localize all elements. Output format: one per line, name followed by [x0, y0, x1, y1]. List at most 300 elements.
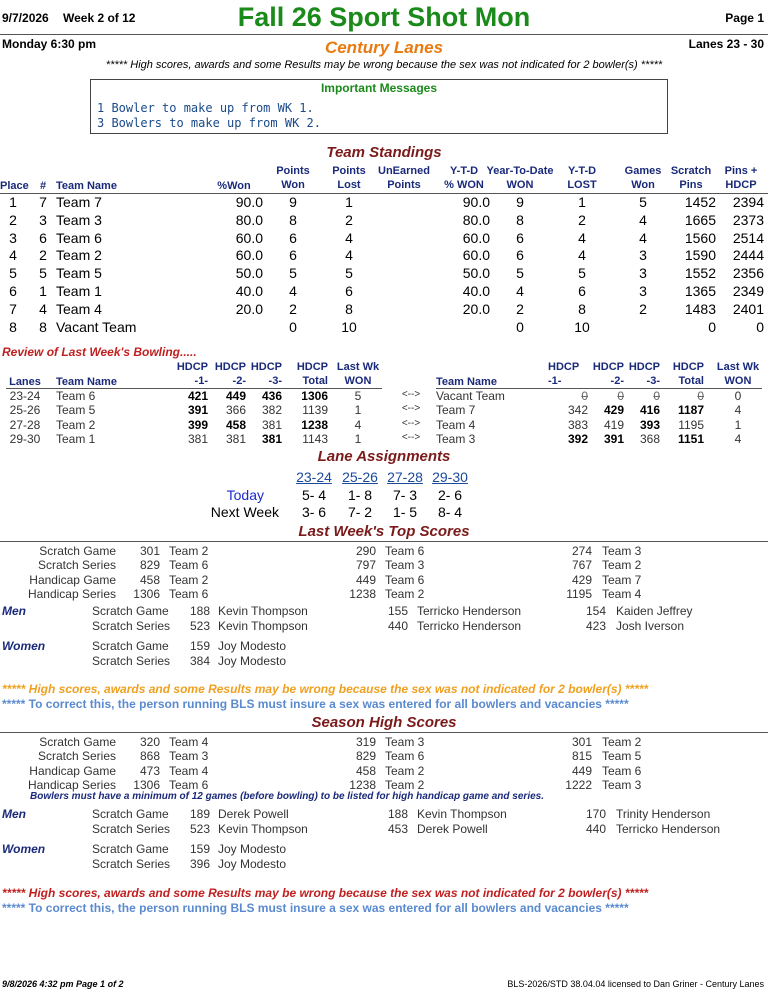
review-header: Last Wk WON [336, 361, 380, 387]
bowler-name: Kevin Thompson [218, 821, 308, 836]
score-value: 189 [189, 807, 210, 822]
lane-pair-header: 25-26 [342, 469, 378, 485]
standings-cell: 8 [9, 318, 17, 335]
standings-cell: 1 [345, 194, 353, 210]
review-cell: 1 [734, 417, 742, 432]
team-name: Team 3 [385, 558, 425, 573]
footer-print-date: 9/8/2026 4:32 pm Page 1 of 2 [2, 979, 124, 989]
standings-header: UnEarned Points [378, 165, 430, 191]
standings-cell: 1 [578, 194, 586, 210]
score-value: 320 [139, 735, 160, 749]
standings-cell: 5 [9, 265, 17, 282]
season-high-title: Season High Scores [311, 714, 457, 731]
review-header: HDCP -2- [592, 361, 624, 387]
team-name: Team 3 [169, 749, 209, 764]
score-value: 1238 [349, 586, 376, 601]
standings-cell: 2514 [732, 229, 764, 246]
versus-arrow: <--> [401, 389, 421, 400]
standings-cell: 4 [516, 283, 524, 299]
standings-header: %Won [217, 180, 251, 192]
bowler-name: Terricko Henderson [417, 604, 522, 619]
standings-cell: 2 [39, 247, 47, 264]
standings-cell: 8 [345, 300, 353, 317]
standings-cell: 2394 [732, 194, 764, 210]
team-name: Team 3 [602, 544, 642, 558]
review-header: HDCP -3- [628, 361, 660, 387]
bowler-name: Derek Powell [417, 821, 488, 836]
bowler-name: Joy Modesto [218, 856, 287, 871]
standings-cell: 6 [516, 247, 524, 264]
next-week-matchup: 7- 2 [347, 504, 373, 520]
standings-cell: 10 [574, 318, 590, 335]
team-name: Team 2 [385, 777, 425, 792]
next-week-matchup: 8- 4 [437, 504, 463, 520]
score-value: 458 [139, 572, 160, 587]
header-divider [0, 34, 768, 35]
standings-cell: 4 [289, 283, 297, 299]
score-value: 473 [139, 763, 160, 778]
standings-cell: 8 [578, 300, 586, 317]
page-label: Page 1 [725, 11, 764, 25]
score-value: 1195 [566, 586, 592, 601]
review-cell: 1187 [677, 403, 704, 418]
versus-arrow: <--> [401, 403, 421, 415]
standings-cell: 60.0 [235, 247, 263, 264]
sex-warning-red: ***** High scores, awards and some Results may be wrong because the sex was not indicated for 2 bowler(s) ***** [2, 886, 649, 900]
standings-cell: 0 [756, 318, 764, 335]
footer-license: BLS-2026/STD 38.04.04 licensed to Dan Griner - Century Lanes [507, 979, 764, 989]
standings-cell: Team 2 [56, 247, 102, 264]
review-cell: 381 [261, 431, 282, 446]
review-cell: 393 [639, 417, 660, 432]
review-cell: 421 [187, 389, 208, 403]
review-cell: 366 [225, 403, 246, 418]
next-week-matchup: 1- 5 [392, 504, 418, 520]
standings-header: # [39, 180, 47, 192]
standings-cell: Team 4 [56, 300, 102, 317]
score-category: Scratch Game [92, 604, 169, 619]
bowler-name: Kevin Thompson [218, 604, 308, 619]
standings-cell: 5 [39, 265, 47, 282]
standings-cell: 6 [345, 283, 353, 299]
review-cell: 368 [639, 431, 660, 446]
review-cell: Team 6 [56, 389, 96, 403]
standings-cell: 2373 [732, 211, 764, 228]
score-category: Handicap Series [27, 586, 116, 601]
standings-header: Pins + HDCP [724, 165, 758, 191]
bowler-name: Joy Modesto [218, 639, 287, 654]
score-category: Scratch Series [92, 856, 171, 871]
standings-cell: 0 [708, 318, 716, 335]
next-week-matchup: 3- 6 [301, 504, 327, 520]
score-value: 1222 [565, 777, 592, 792]
review-title: Review of Last Week's Bowling..... [2, 345, 197, 359]
lane-assignments-title: Lane Assignments [317, 448, 451, 465]
next-week-label: Next Week [210, 504, 279, 520]
today-label: Today [226, 487, 264, 503]
bowling-center: Century Lanes [324, 38, 444, 57]
review-header: HDCP -3- [250, 361, 282, 387]
team-name: Team 6 [602, 763, 642, 778]
standings-cell: 4 [9, 247, 17, 264]
standings-cell: 1560 [684, 229, 716, 246]
score-value: 868 [139, 749, 160, 764]
standings-cell: 90.0 [235, 194, 263, 210]
versus-arrow: <--> [401, 417, 421, 429]
team-name: Team 6 [169, 586, 209, 601]
league-title: Fall 26 Sport Shot Mon [237, 2, 531, 32]
standings-cell: 5 [345, 265, 353, 282]
standings-cell: 4 [578, 247, 586, 264]
standings-cell: Team 3 [56, 211, 102, 228]
score-value: 170 [585, 807, 606, 822]
standings-cell: 2 [345, 211, 353, 228]
standings-cell: 6 [39, 229, 47, 246]
score-value: 274 [571, 544, 592, 558]
review-cell: 4 [734, 431, 742, 446]
review-header: HDCP -1- [548, 361, 580, 387]
score-category: Scratch Series [37, 558, 116, 573]
standings-cell: 80.0 [235, 211, 263, 228]
standings-header: Year-To-Date WON [486, 165, 554, 191]
review-cell: Team 5 [56, 403, 96, 418]
standings-cell: 40.0 [235, 283, 263, 299]
sex-correction-note: ***** To correct this, the person running BLS must insure a sex was entered for all bowlers and vacancies ***** [2, 901, 629, 915]
review-cell: 1306 [301, 389, 328, 403]
standings-header: Team Name [56, 180, 117, 192]
review-cell: 1143 [302, 431, 328, 446]
review-cell: 1238 [301, 417, 328, 432]
standings-cell: Vacant Team [56, 318, 137, 335]
team-name: Team 6 [169, 777, 209, 792]
standings-cell: 2 [9, 211, 17, 228]
score-value: 319 [355, 735, 376, 749]
standings-cell: 5 [516, 265, 524, 282]
standings-cell: 4 [578, 229, 586, 246]
review-cell: Team 2 [56, 417, 96, 432]
score-value: 396 [189, 856, 210, 871]
review-cell: Team 7 [436, 403, 476, 418]
score-value: 458 [355, 763, 376, 778]
score-value: 523 [189, 821, 210, 836]
standings-cell: 2349 [732, 283, 764, 299]
today-matchup: 5- 4 [301, 487, 327, 503]
standings-cell: 8 [289, 211, 297, 228]
standings-cell: 60.0 [462, 229, 490, 246]
score-category: Handicap Game [29, 763, 116, 778]
team-name: Team 2 [385, 763, 425, 778]
review-cell: 27-28 [9, 417, 41, 432]
score-value: 1306 [133, 777, 160, 792]
standings-cell: 1365 [684, 283, 716, 299]
message-line: 3 Bowlers to make up from WK 2. [97, 116, 321, 130]
review-cell: 0 [697, 389, 704, 403]
standings-cell: 60.0 [462, 247, 490, 264]
messages-title: Important Messages [320, 81, 438, 95]
score-value: 384 [189, 653, 210, 668]
review-cell: 0 [653, 389, 660, 403]
standings-cell: 9 [516, 194, 524, 210]
score-value: 829 [139, 558, 160, 573]
lane-pair-header: 29-30 [432, 469, 468, 485]
standings-cell: 2 [639, 300, 647, 317]
section-divider [0, 541, 768, 542]
team-name: Team 6 [385, 749, 425, 764]
standings-cell: 2356 [732, 265, 764, 282]
standings-cell: 1552 [684, 265, 716, 282]
standings-cell: 10 [341, 318, 357, 335]
review-cell: 5 [354, 389, 362, 403]
women-label: Women [2, 639, 46, 654]
standings-cell: 6 [516, 229, 524, 246]
score-category: Handicap Game [29, 572, 116, 587]
standings-cell: 1 [9, 194, 17, 210]
review-cell: 381 [225, 431, 246, 446]
standings-cell: 7 [39, 194, 47, 210]
lane-pair-header: 23-24 [296, 469, 332, 485]
standings-cell: 4 [345, 229, 353, 246]
score-value: 449 [571, 763, 592, 778]
review-header: HDCP Total [296, 361, 328, 387]
standings-cell: 50.0 [462, 265, 490, 282]
score-value: 159 [189, 842, 210, 857]
review-cell: 0 [734, 389, 742, 403]
score-value: 154 [585, 604, 606, 619]
score-category: Scratch Series [92, 618, 171, 633]
team-name: Team 2 [169, 544, 209, 558]
score-category: Scratch Series [92, 653, 171, 668]
score-category: Scratch Series [37, 749, 116, 764]
review-cell: Team 3 [436, 431, 476, 446]
standings-cell: 1483 [684, 300, 716, 317]
bowler-name: Joy Modesto [218, 653, 287, 668]
score-value: 301 [139, 544, 160, 558]
standings-cell: 4 [345, 247, 353, 264]
standings-cell: 90.0 [462, 194, 490, 210]
review-cell: 419 [603, 417, 624, 432]
team-name: Team 6 [385, 572, 425, 587]
score-value: 429 [571, 572, 592, 587]
review-header: HDCP Total [672, 361, 704, 387]
review-cell: 416 [639, 403, 660, 418]
men-label: Men [2, 807, 26, 822]
review-cell: 1 [354, 431, 362, 446]
standings-header: Y-T-D % WON [444, 165, 484, 191]
standings-cell: 5 [578, 265, 586, 282]
review-cell: 429 [603, 403, 624, 418]
standings-cell: 40.0 [462, 283, 490, 299]
standings-cell: 3 [9, 229, 17, 246]
review-header: Lanes [9, 376, 41, 388]
standings-title: Team Standings [326, 144, 442, 161]
review-cell: 381 [261, 417, 282, 432]
team-name: Team 6 [385, 544, 425, 558]
standings-cell: 20.0 [235, 300, 263, 317]
bowler-name: Trinity Henderson [616, 807, 711, 822]
standings-cell: 4 [39, 300, 47, 317]
important-messages-box [90, 79, 668, 134]
standings-header: Games Won [624, 165, 662, 191]
standings-cell: 5 [639, 194, 647, 210]
score-value: 188 [189, 604, 210, 619]
standings-cell: 9 [289, 194, 297, 210]
review-cell: 29-30 [9, 431, 41, 446]
standings-header: Y-T-D LOST [567, 165, 597, 191]
standings-cell: 1 [39, 283, 47, 299]
bowler-name: Kaiden Jeffrey [616, 604, 693, 619]
standings-cell: 3 [39, 211, 47, 228]
today-matchup: 2- 6 [437, 487, 463, 503]
standings-cell: 2 [516, 300, 524, 317]
score-category: Scratch Series [92, 821, 171, 836]
review-header: Team Name [56, 376, 117, 388]
review-cell: 25-26 [9, 403, 41, 418]
standings-cell: 4 [639, 211, 647, 228]
team-name: Team 2 [602, 735, 642, 749]
standings-cell: Team 7 [56, 194, 102, 210]
score-value: 453 [387, 821, 408, 836]
report-date: 9/7/2026 [2, 11, 49, 25]
standings-cell: 6 [289, 229, 297, 246]
team-name: Team 4 [602, 586, 642, 601]
lanes-range: Lanes 23 - 30 [688, 37, 764, 51]
standings-cell: 8 [39, 318, 47, 335]
standings-cell: 2401 [732, 300, 764, 317]
score-category: Scratch Game [92, 807, 169, 822]
standings-cell: 6 [289, 247, 297, 264]
versus-arrow: <--> [401, 431, 421, 443]
standings-cell: 4 [639, 229, 647, 246]
standings-cell: 1452 [684, 194, 716, 210]
message-line: 1 Bowler to make up from WK 1. [97, 101, 314, 115]
today-matchup: 1- 8 [347, 487, 373, 503]
bowler-name: Josh Iverson [616, 618, 685, 633]
bowler-name: Kevin Thompson [218, 618, 308, 633]
team-name: Team 3 [602, 777, 642, 792]
sex-correction-note: ***** To correct this, the person running BLS must insure a sex was entered for all bowlers and vacancies ***** [2, 697, 629, 711]
standings-cell: 5 [289, 265, 297, 282]
score-category: Handicap Series [27, 777, 116, 792]
standings-cell: 3 [639, 283, 647, 299]
lane-pair-header: 27-28 [387, 469, 423, 485]
standings-cell: 20.0 [462, 300, 490, 317]
review-header: HDCP -2- [214, 361, 246, 387]
score-value: 290 [355, 544, 376, 558]
review-cell: 342 [567, 403, 588, 418]
last-week-top-title: Last Week's Top Scores [298, 523, 470, 540]
standings-cell: Team 1 [56, 283, 102, 299]
review-cell: 458 [225, 417, 246, 432]
team-name: Team 7 [602, 572, 642, 587]
standings-header: Points Won [276, 165, 310, 191]
standings-cell: 50.0 [235, 265, 263, 282]
section-divider [0, 732, 768, 733]
review-cell: 0 [617, 389, 624, 403]
review-cell: 23-24 [9, 389, 41, 403]
review-cell: 0 [581, 389, 588, 403]
day-time: Monday 6:30 pm [2, 37, 97, 51]
bowler-name: Terricko Henderson [616, 821, 721, 836]
team-name: Team 3 [385, 735, 425, 749]
review-cell: Team 1 [56, 431, 96, 446]
team-name: Team 4 [169, 763, 209, 778]
men-label: Men [2, 604, 26, 619]
sex-warning-orange: ***** High scores, awards and some Results may be wrong because the sex was not indicated for 2 bowler(s) ***** [2, 682, 649, 696]
score-category: Scratch Game [92, 639, 169, 654]
score-category: Scratch Game [39, 735, 116, 749]
review-header: Last Wk WON [716, 361, 760, 387]
review-cell: 391 [603, 431, 624, 446]
score-value: 440 [585, 821, 606, 836]
week-label: Week 2 of 12 [63, 11, 136, 25]
review-header: HDCP -1- [176, 361, 208, 387]
review-cell: Vacant Team [436, 389, 505, 403]
standings-cell: 2 [578, 211, 586, 228]
standings-cell: Team 6 [56, 229, 102, 246]
standings-cell: 80.0 [462, 211, 490, 228]
review-cell: 4 [354, 417, 362, 432]
sex-warning: ***** High scores, awards and some Results may be wrong because the sex was not indicated for 2 bowler(s) ***** [105, 59, 663, 71]
standings-header: Place [0, 180, 29, 192]
score-value: 1306 [133, 586, 160, 601]
review-cell: 1151 [677, 431, 704, 446]
review-cell: 1139 [302, 403, 328, 418]
team-name: Team 2 [169, 572, 209, 587]
standings-cell: 3 [639, 265, 647, 282]
score-value: 155 [387, 604, 408, 619]
bowler-name: Terricko Henderson [417, 618, 522, 633]
standings-cell: 8 [516, 211, 524, 228]
review-cell: Team 4 [436, 417, 476, 432]
review-cell: 382 [261, 403, 282, 418]
standings-cell: 7 [9, 300, 17, 317]
standings-cell: 2 [289, 300, 297, 317]
standings-cell: 2444 [732, 247, 764, 264]
team-name: Team 2 [602, 558, 642, 573]
score-value: 301 [571, 735, 592, 749]
score-value: 815 [571, 749, 592, 764]
review-cell: 4 [734, 403, 742, 418]
review-cell: 383 [567, 417, 588, 432]
team-name: Team 2 [385, 586, 425, 601]
standings-cell: 3 [639, 247, 647, 264]
standings-cell: 6 [578, 283, 586, 299]
score-category: Scratch Game [92, 842, 169, 857]
score-value: 767 [571, 558, 592, 573]
review-cell: 399 [187, 417, 208, 432]
today-matchup: 7- 3 [392, 487, 418, 503]
review-cell: 381 [187, 431, 208, 446]
score-value: 1238 [349, 777, 376, 792]
women-label: Women [2, 842, 46, 857]
score-value: 829 [355, 749, 376, 764]
standings-cell: 1590 [684, 247, 716, 264]
score-category: Scratch Game [39, 544, 116, 558]
standings-header: Scratch Pins [670, 165, 712, 191]
score-value: 440 [387, 618, 408, 633]
standings-header: Points Lost [332, 165, 366, 191]
team-name: Team 6 [169, 558, 209, 573]
review-cell: 449 [225, 389, 246, 403]
bowler-name: Joy Modesto [218, 842, 287, 857]
score-value: 449 [355, 572, 376, 587]
team-name: Team 4 [169, 735, 209, 749]
score-value: 159 [189, 639, 210, 654]
eligibility-note: Bowlers must have a minimum of 12 games (before bowling) to be listed for high handicap game and series. [30, 791, 544, 803]
standings-cell: 0 [516, 318, 524, 335]
standings-cell: 1665 [684, 211, 716, 228]
score-value: 797 [355, 558, 376, 573]
